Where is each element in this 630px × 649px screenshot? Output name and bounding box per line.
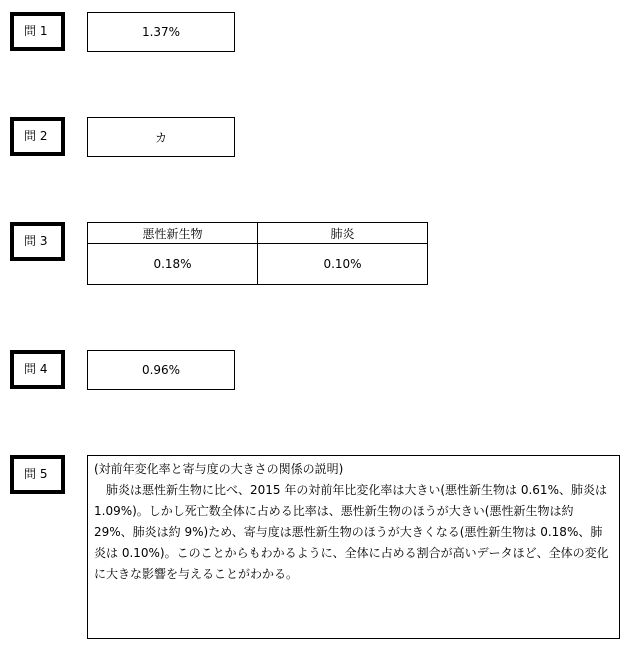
question-1-label: 問 1 (10, 12, 65, 51)
table-header-pneumonia: 肺炎 (258, 223, 428, 244)
question-2-answer: カ (154, 130, 167, 145)
table-cell-malignant-neoplasm: 0.18% (88, 244, 258, 285)
question-3-answer-table (87, 222, 428, 285)
question-5-answer-box (87, 455, 620, 639)
question-2-label: 問 2 (10, 117, 65, 156)
question-1-answer: 1.37% (141, 25, 181, 39)
table-row (88, 244, 428, 285)
question-5-heading: (対前年変化率と寄与度の大きさの関係の説明) (94, 462, 344, 476)
question-1-answer-box (87, 12, 235, 52)
question-4-label: 問 4 (10, 350, 65, 389)
table-header-row (88, 223, 428, 244)
question-2-answer-box (87, 117, 235, 157)
question-4-answer-box (87, 350, 235, 390)
question-5-body: 肺炎は悪性新生物に比べ、2015 年の対前年比変化率は大きい(悪性新生物は 0.61%、肺炎は 1.09%)。しかし死亡数全体に占める比率は、悪性新生物のほうが大きい(悪性新生物は約 29%、肺炎は約 9%)ため、寄与度は悪性新生物のほうが大きくなる(悪性新生物は 0.18%、肺炎は 0.10%)。このことからもわかるように、全体に占める割合が高いデータほど、全体の変化に大きな影響を与えることがわかる。 (94, 483, 609, 581)
question-5-label: 問 5 (10, 455, 65, 494)
question-3-label: 問 3 (10, 222, 65, 261)
question-4-answer: 0.96% (141, 363, 181, 377)
table-cell-pneumonia: 0.10% (258, 244, 428, 285)
table-header-malignant-neoplasm: 悪性新生物 (88, 223, 258, 244)
